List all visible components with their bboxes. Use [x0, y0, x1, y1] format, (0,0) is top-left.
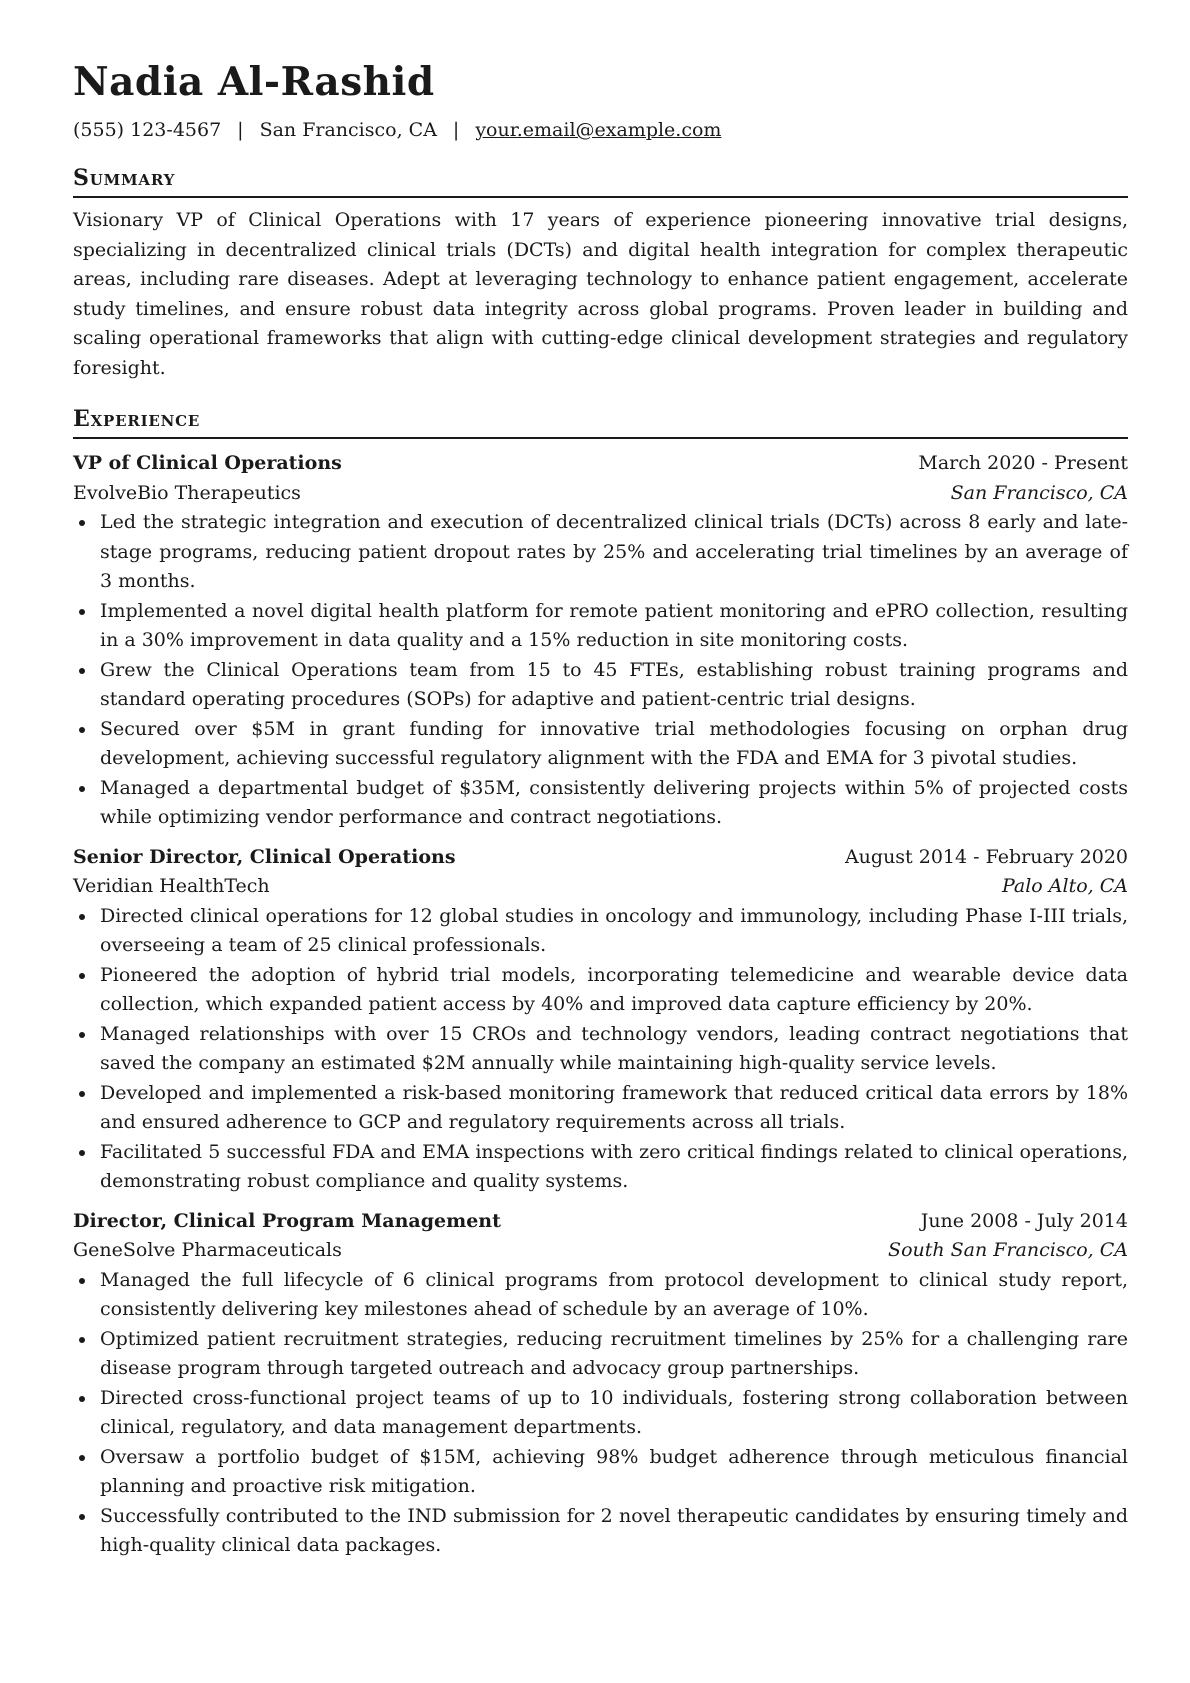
- job-bullet: Optimized patient recruitment strategies, reducing recruitment timelines by 25% for a challenging rare disease program through targeted outreach and advocacy group partnerships.: [73, 1325, 1128, 1384]
- job-bullet: Pioneered the adoption of hybrid trial models, incorporating telemedicine and wearable device data collection, which expanded patient access by 40% and improved data capture efficiency by 20%.: [73, 961, 1128, 1020]
- job-bullets: [73, 1266, 1128, 1561]
- contact-separator: |: [237, 119, 244, 141]
- job-bullets: [73, 902, 1128, 1197]
- job-subheader: [73, 479, 1128, 509]
- job-bullet: Led the strategic integration and execution of decentralized clinical trials (DCTs) across 8 early and late-stage programs, reducing patient dropout rates by 25% and accelerating trial timelines by an average of 3 months.: [73, 508, 1128, 597]
- job-bullet: Successfully contributed to the IND submission for 2 novel therapeutic candidates by ensuring timely and high-quality clinical data packages.: [73, 1502, 1128, 1561]
- job-header: [73, 1207, 1128, 1237]
- job-subheader: [73, 872, 1128, 902]
- candidate-name: Nadia Al-Rashid: [73, 59, 435, 105]
- job-company: GeneSolve Pharmaceuticals: [73, 1239, 342, 1261]
- job-bullet: Managed the full lifecycle of 6 clinical programs from protocol development to clinical study report, consistently delivering key milestones ahead of schedule by an average of 10%.: [73, 1266, 1128, 1325]
- job-dates: August 2014 - February 2020: [844, 845, 1128, 868]
- contact-line: [73, 118, 1128, 142]
- job-entry: [73, 843, 1128, 1197]
- job-subheader: [73, 1236, 1128, 1266]
- phone-number: (555) 123-4567: [73, 119, 222, 141]
- summary-text: Visionary VP of Clinical Operations with 17 years of experience pioneering innovative trial designs, specializing in decentralized clinical trials (DCTs) and digital health integration for complex therapeutic areas, including rare diseases. Adept at leveraging technology to enhance patient engagement, accelerate study timelines, and ensure robust data integrity across global programs. Proven leader in building and scaling operational frameworks that align with cutting-edge clinical development strategies and regulatory foresight.: [73, 209, 1128, 379]
- job-header: [73, 843, 1128, 873]
- job-title: VP of Clinical Operations: [73, 452, 342, 474]
- resume-page: [73, 58, 1128, 1561]
- summary-heading: Summary: [73, 164, 1128, 198]
- job-bullet: Directed cross-functional project teams of up to 10 individuals, fostering strong collaboration between clinical, regulatory, and data management departments.: [73, 1384, 1128, 1443]
- job-company: Veridian HealthTech: [73, 875, 270, 897]
- job-bullet: Developed and implemented a risk-based monitoring framework that reduced critical data errors by 18% and ensured adherence to GCP and regulatory requirements across all trials.: [73, 1079, 1128, 1138]
- job-bullet: Facilitated 5 successful FDA and EMA inspections with zero critical findings related to clinical operations, demonstrating robust compliance and quality systems.: [73, 1138, 1128, 1197]
- job-company: EvolveBio Therapeutics: [73, 481, 301, 504]
- job-location: Palo Alto, CA: [1001, 875, 1128, 897]
- job-entry: [73, 1207, 1128, 1561]
- job-bullet: Secured over $5M in grant funding for innovative trial methodologies focusing on orphan drug development, achieving successful regulatory alignment with the FDA and EMA for 3 pivotal studies.: [73, 715, 1128, 774]
- job-title: Senior Director, Clinical Operations: [73, 845, 456, 868]
- job-bullets: [73, 508, 1128, 833]
- job-entry: [73, 449, 1128, 833]
- experience-heading: Experience: [73, 405, 1128, 439]
- job-location: San Francisco, CA: [950, 481, 1128, 504]
- job-location: South San Francisco, CA: [888, 1239, 1128, 1261]
- location-text: San Francisco, CA: [259, 119, 437, 141]
- job-bullet: Managed relationships with over 15 CROs and technology vendors, leading contract negotiations that saved the company an estimated $2M annually while maintaining high-quality service levels.: [73, 1020, 1128, 1079]
- job-title: Director, Clinical Program Management: [73, 1209, 501, 1232]
- job-bullet: Grew the Clinical Operations team from 15 to 45 FTEs, establishing robust training programs and standard operating procedures (SOPs) for adaptive and patient-centric trial designs.: [73, 656, 1128, 715]
- job-bullet: Directed clinical operations for 12 global studies in oncology and immunology, including Phase I-III trials, overseeing a team of 25 clinical professionals.: [73, 902, 1128, 961]
- job-dates: March 2020 - Present: [918, 452, 1128, 474]
- job-dates: June 2008 - July 2014: [920, 1209, 1128, 1232]
- job-bullet: Implemented a novel digital health platform for remote patient monitoring and ePRO collection, resulting in a 30% improvement in data quality and a 15% reduction in site monitoring costs.: [73, 597, 1128, 656]
- experience-list: [73, 449, 1128, 1561]
- job-header: [73, 449, 1128, 479]
- email-link[interactable]: your.email@example.com: [475, 119, 722, 141]
- contact-separator: |: [452, 119, 460, 141]
- job-bullet: Oversaw a portfolio budget of $15M, achieving 98% budget adherence through meticulous financial planning and proactive risk mitigation.: [73, 1443, 1128, 1502]
- job-bullet: Managed a departmental budget of $35M, consistently delivering projects within 5% of projected costs while optimizing vendor performance and contract negotiations.: [73, 774, 1128, 833]
